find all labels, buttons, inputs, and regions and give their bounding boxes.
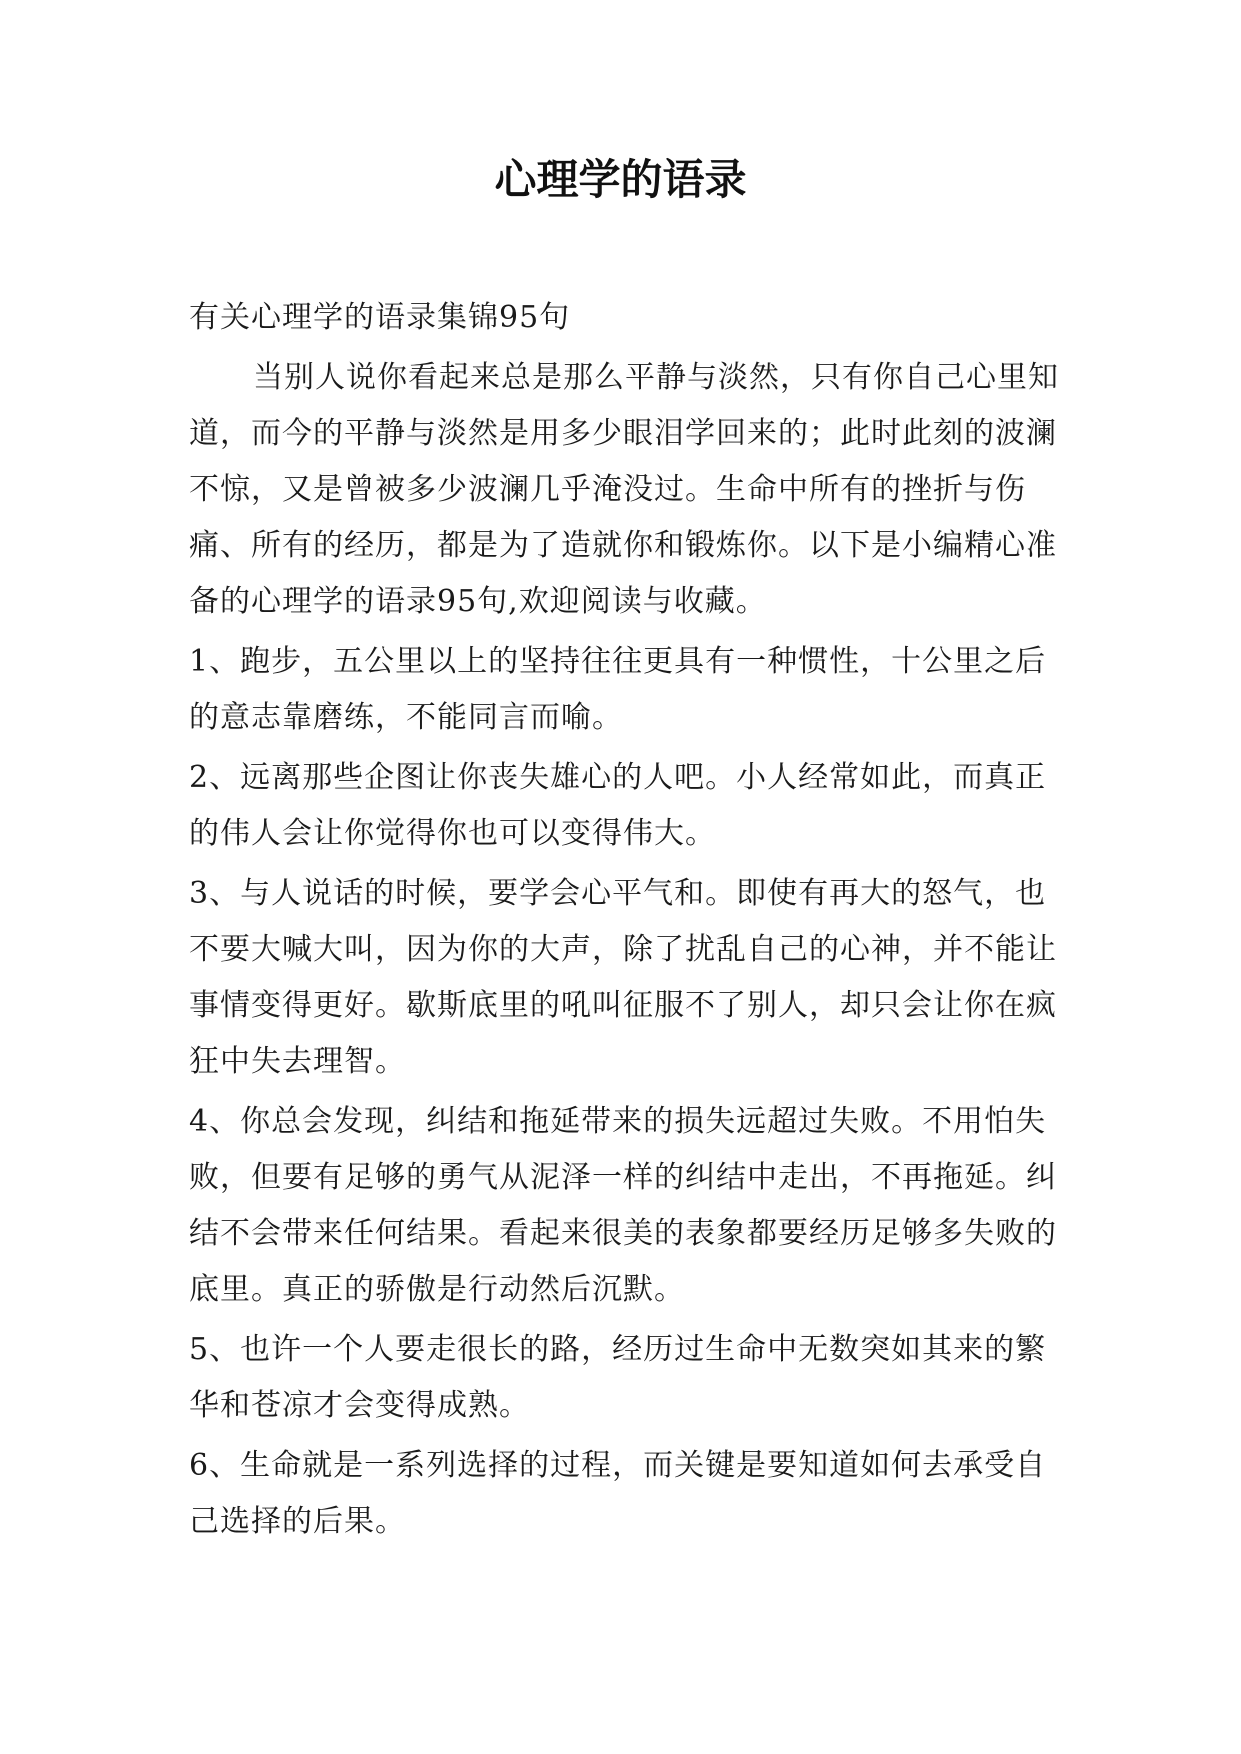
intro-paragraph: 当别人说你看起来总是那么平静与淡然，只有你自己心里知道，而今的平静与淡然是用多少眼泪学回来的；此时此刻的波澜不惊，又是曾被多少波澜几乎淹没过。生命中所有的挫折与伤痛、所有的经历，都是为了造就你和锻炼你。以下是小编精心准备的心理学的语录95句,欢迎阅读与收藏。 <box>189 360 1059 619</box>
quote-item: 6、生命就是一系列选择的过程，而关键是要知道如何去承受自己选择的后果。 <box>189 1448 1047 1539</box>
quote-item: 2、远离那些企图让你丧失雄心的人吧。小人经常如此，而真正的伟人会让你觉得你也可以变得伟大。 <box>189 760 1047 851</box>
document-subtitle: 有关心理学的语录集锦95句 <box>189 300 571 335</box>
document-title: 心理学的语录 <box>494 155 747 204</box>
quote-item: 4、你总会发现，纠结和拖延带来的损失远超过失败。不用怕失败，但要有足够的勇气从泥泽一样的纠结中走出，不再拖延。纠结不会带来任何结果。看起来很美的表象都要经历足够多失败的底里。真正的骄傲是行动然后沉默。 <box>189 1104 1057 1307</box>
quote-item: 3、与人说话的时候，要学会心平气和。即使有再大的怒气，也不要大喊大叫，因为你的大声，除了扰乱自己的心神，并不能让事情变得更好。歇斯底里的吼叫征服不了别人，却只会让你在疯狂中失去理智。 <box>189 876 1057 1079</box>
document-body <box>189 290 1069 1554</box>
quote-item: 5、也许一个人要走很长的路，经历过生命中无数突如其来的繁华和苍凉才会变得成熟。 <box>189 1332 1047 1423</box>
quote-item: 1、跑步，五公里以上的坚持往往更具有一种惯性，十公里之后的意志靠磨练，不能同言而喻。 <box>189 644 1047 735</box>
